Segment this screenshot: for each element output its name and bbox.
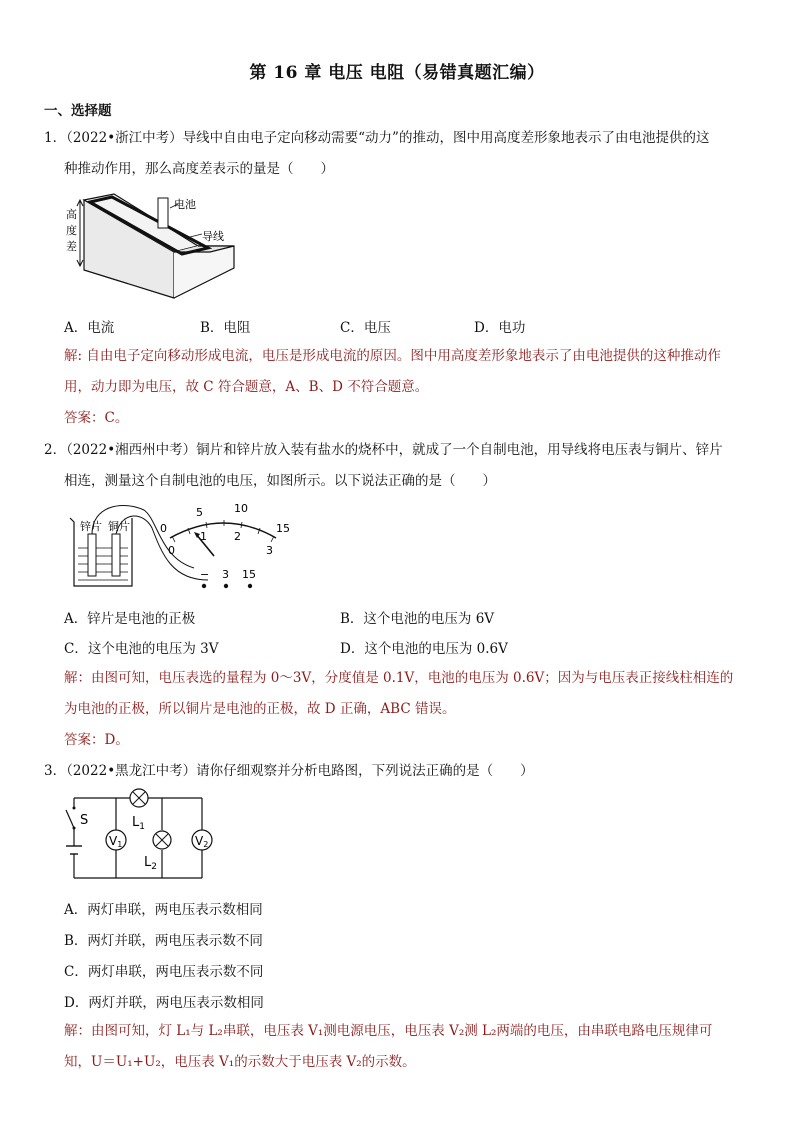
- voltmeter-v1-subscript: 1: [117, 840, 123, 849]
- lamp-l1: [130, 789, 148, 807]
- battery-cylinder: [158, 198, 168, 228]
- q2-stem-line2: 相连，测量这个自制电池的电压，如图所示。以下说法正确的是（ ）: [64, 473, 496, 489]
- copper-plate: [112, 534, 120, 576]
- terminal-3: 3: [222, 568, 229, 581]
- q1-option-c: C．电压: [340, 320, 391, 336]
- battery-label: 电池: [174, 198, 196, 211]
- zinc-plate: [88, 534, 96, 576]
- voltmeter-v2-subscript: 2: [203, 840, 209, 849]
- terminal-15: 15: [242, 568, 256, 581]
- q3-circuit-diagram: [62, 788, 222, 884]
- lamp-l2: [153, 831, 171, 849]
- meter-dial: [170, 523, 276, 538]
- switch-label: S: [80, 813, 89, 828]
- q3-explanation-line2: 知，U＝U₁+U₂，电压表 V₁的示数大于电压表 V₂的示数。: [64, 1054, 416, 1070]
- voltmeter-v2-label: V: [195, 834, 204, 848]
- q2-option-c: C．这个电池的电压为 3V: [64, 641, 219, 657]
- q2-option-a: A．锌片是电池的正极: [64, 611, 196, 627]
- lower-scale-1: 1: [200, 530, 207, 543]
- copper-label: 铜片: [108, 520, 130, 533]
- section-heading: 一、选择题: [44, 103, 112, 119]
- page-title: 第 16 章 电压 电阻（易错真题汇编）: [249, 63, 545, 83]
- q1-option-b: B．电阻: [200, 320, 251, 336]
- upper-scale-10: 10: [234, 502, 248, 515]
- battery: [66, 846, 82, 854]
- voltmeter-v1-label: V: [109, 834, 118, 848]
- q1-answer: 答案：C。: [64, 410, 129, 426]
- terminal-negative: −: [200, 568, 210, 581]
- lower-scale-0: 0: [168, 544, 175, 557]
- lamp-l2-label: L: [144, 855, 152, 870]
- q1-option-d: D．电功: [474, 320, 526, 336]
- circuit-wires: [74, 798, 202, 878]
- lamp-l1-subscript: 1: [139, 822, 145, 832]
- svg-text:L1: [132, 815, 145, 832]
- q3-explanation-line1: 解：由图可知，灯 L₁与 L₂串联，电压表 V₁测电源电压，电压表 V₂测 L₂两端的电压，由串联电路电压规律可: [64, 1023, 713, 1039]
- upper-scale-5: 5: [196, 506, 203, 519]
- svg-text:L2: [144, 855, 157, 872]
- q2-battery-voltmeter-diagram: [62, 498, 302, 598]
- q1-explanation-line1: 解: 自由电子定向移动形成电流，电压是形成电流的原因。图中用高度差形象地表示了由电池提供的这种推动作: [64, 348, 721, 364]
- height-label-3: 差: [66, 240, 77, 253]
- q2-answer: 答案：D。: [64, 732, 129, 748]
- q2-option-d: D．这个电池的电压为 0.6V: [340, 641, 508, 657]
- zinc-label: 锌片: [80, 520, 102, 533]
- wire-zinc: [92, 505, 194, 568]
- q2-stem-line1: 2．（2022•湘西州中考）铜片和锌片放入装有盐水的烧杯中，就成了一个自制电池，用导线将电压表与铜片、锌片: [44, 442, 723, 458]
- lamp-l1-label: L: [132, 815, 140, 830]
- q1-explanation-line2: 用，动力即为电压，故 C 符合题意，A、B、D 不符合题意。: [64, 379, 429, 395]
- upper-scale-0: 0: [160, 522, 167, 535]
- q2-explanation-line2: 为电池的正极，所以铜片是电池的正极，故 D 正确，ABC 错误。: [64, 701, 456, 717]
- q1-height-diagram: [62, 186, 242, 304]
- lower-scale-3: 3: [266, 544, 273, 557]
- q1-option-a: A．电流: [64, 320, 115, 336]
- q1-stem-line1: 1．（2022•浙江中考）导线中自由电子定向移动需要“动力”的推动，图中用高度差形象地表示了由电池提供的这: [44, 130, 710, 146]
- lamp-l2-subscript: 2: [151, 862, 157, 872]
- q3-option-d: D．两灯并联，两电压表示数相同: [64, 995, 264, 1011]
- height-label-2: 度: [66, 224, 77, 237]
- height-label-1: 高: [66, 208, 77, 221]
- q3-option-a: A．两灯串联，两电压表示数相同: [64, 902, 263, 918]
- q3-option-c: C．两灯串联，两电压表示数不同: [64, 964, 264, 980]
- switch: [66, 810, 74, 828]
- q2-option-b: B．这个电池的电压为 6V: [340, 611, 495, 627]
- q3-option-b: B．两灯并联，两电压表示数不同: [64, 933, 263, 949]
- q1-stem-line2: 种推动作用，那么高度差表示的量是（ ）: [64, 161, 334, 177]
- q2-explanation-line1: 解：由图可知，电压表选的量程为 0～3V，分度值是 0.1V，电池的电压为 0.6V；因为与电压表正接线柱相连的: [64, 670, 734, 686]
- q3-stem-line1: 3．（2022•黑龙江中考）请你仔细观察并分析电路图，下列说法正确的是（ ）: [44, 763, 534, 779]
- lower-scale-2: 2: [234, 530, 241, 543]
- wire-label: 导线: [202, 230, 224, 243]
- upper-scale-15: 15: [276, 522, 290, 535]
